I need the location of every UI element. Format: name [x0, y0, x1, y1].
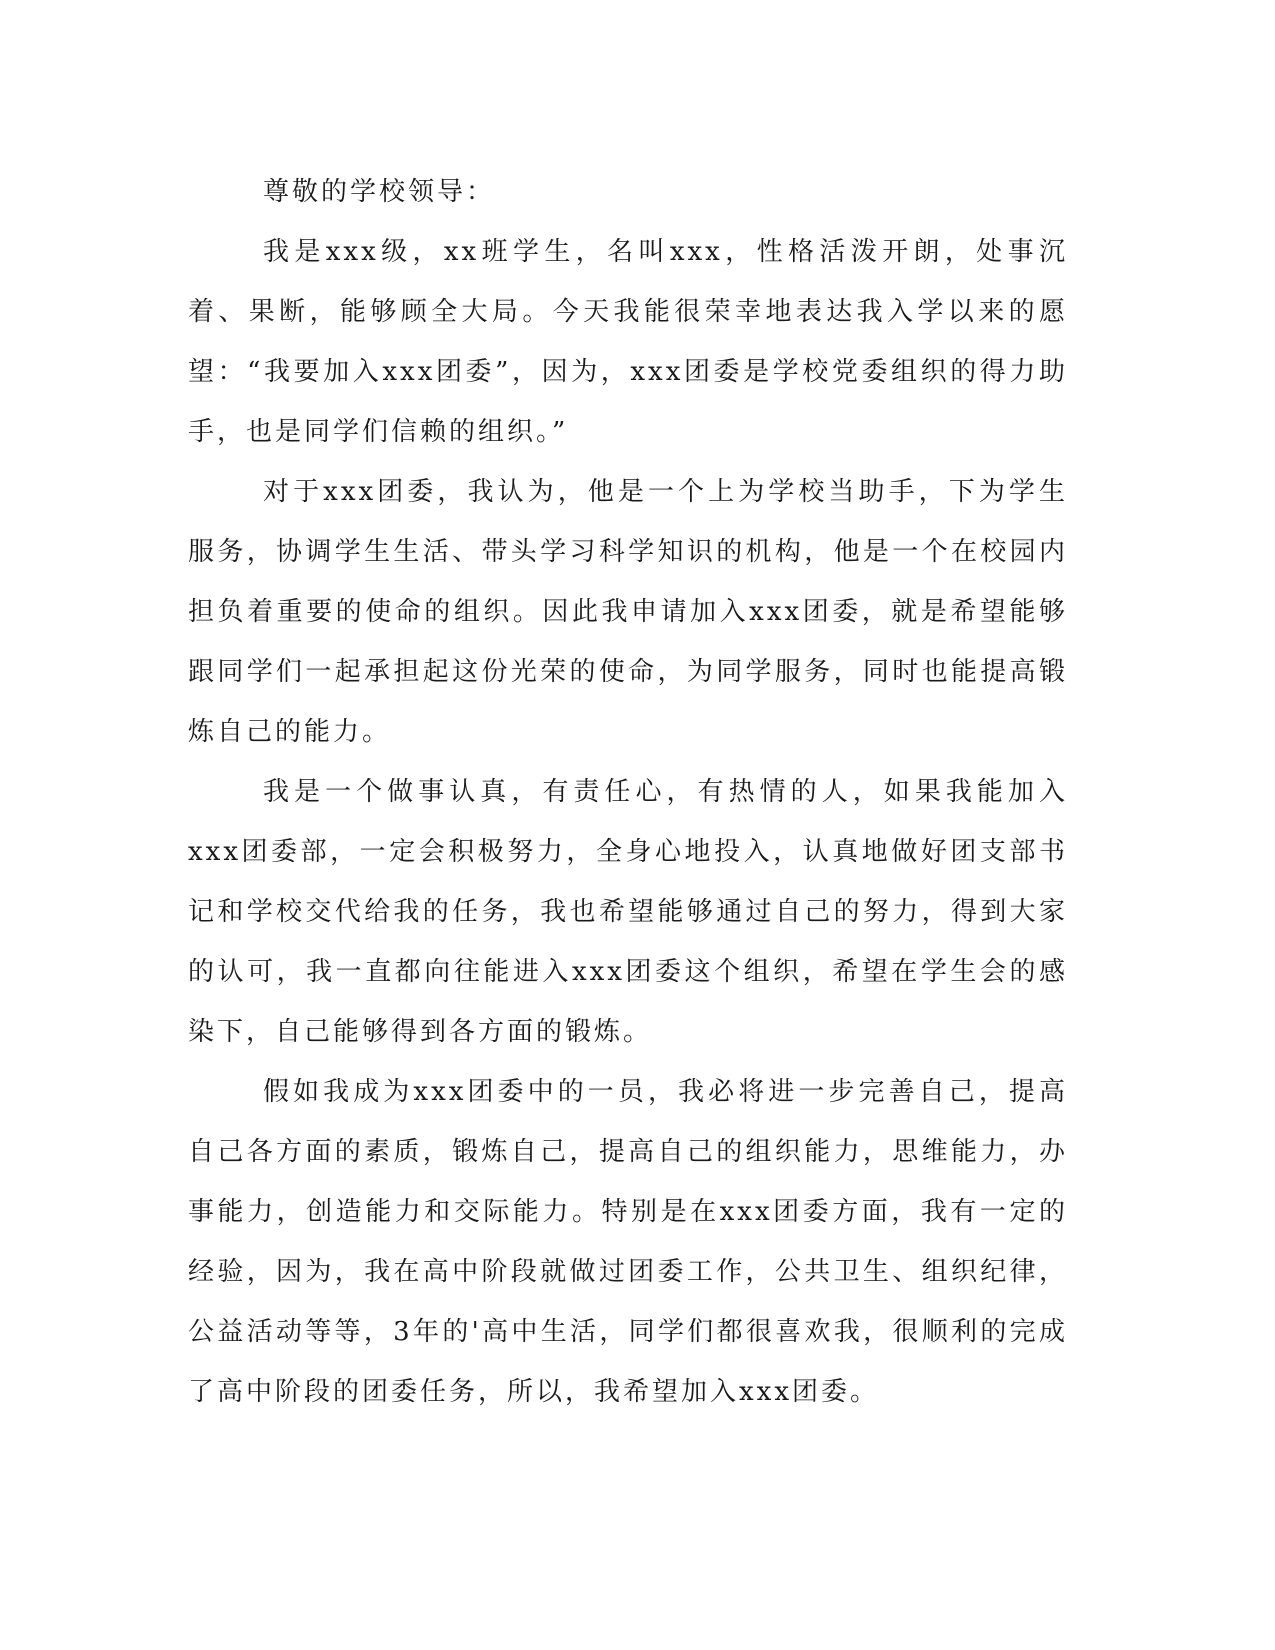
salutation: 尊敬的学校领导：: [263, 177, 496, 207]
paragraph-understanding: 对于xxx团委，我认为，他是一个上为学校当助手，下为学生服务，协调学生生活、带头学习科学知识的机构，他是一个在校园内担负着重要的使命的组织。因此我申请加入xxx团委，就是希望能够跟同学们一起承担起这份光荣的使命，为同学服务，同时也能提高锻炼自己的能力。: [188, 477, 1068, 747]
paragraph-commitment: 我是一个做事认真，有责任心，有热情的人，如果我能加入xxx团委部，一定会积极努力，全身心地投入，认真地做好团支部书记和学校交代给我的任务，我也希望能够通过自己的努力，得到大家的认可，我一直都向往能进入xxx团委这个组织，希望在学生会的感染下，自己能够得到各方面的锻炼。: [188, 777, 1068, 1047]
letter-body: [188, 162, 1068, 1422]
paragraph-experience: 假如我成为xxx团委中的一员，我必将进一步完善自己，提高自己各方面的素质，锻炼自己，提高自己的组织能力，思维能力，办事能力，创造能力和交际能力。特别是在xxx团委方面，我有一定的经验，因为，我在高中阶段就做过团委工作，公共卫生、组织纪律，公益活动等等，3年的'高中生活，同学们都很喜欢我，很顺利的完成了高中阶段的团委任务，所以，我希望加入xxx团委。: [188, 1077, 1068, 1407]
paragraph-introduction: 我是xxx级，xx班学生，名叫xxx，性格活泼开朗，处事沉着、果断，能够顾全大局。今天我能很荣幸地表达我入学以来的愿望：“我要加入xxx团委”，因为，xxx团委是学校党委组织的得力助手，也是同学们信赖的组织。”: [188, 237, 1068, 447]
